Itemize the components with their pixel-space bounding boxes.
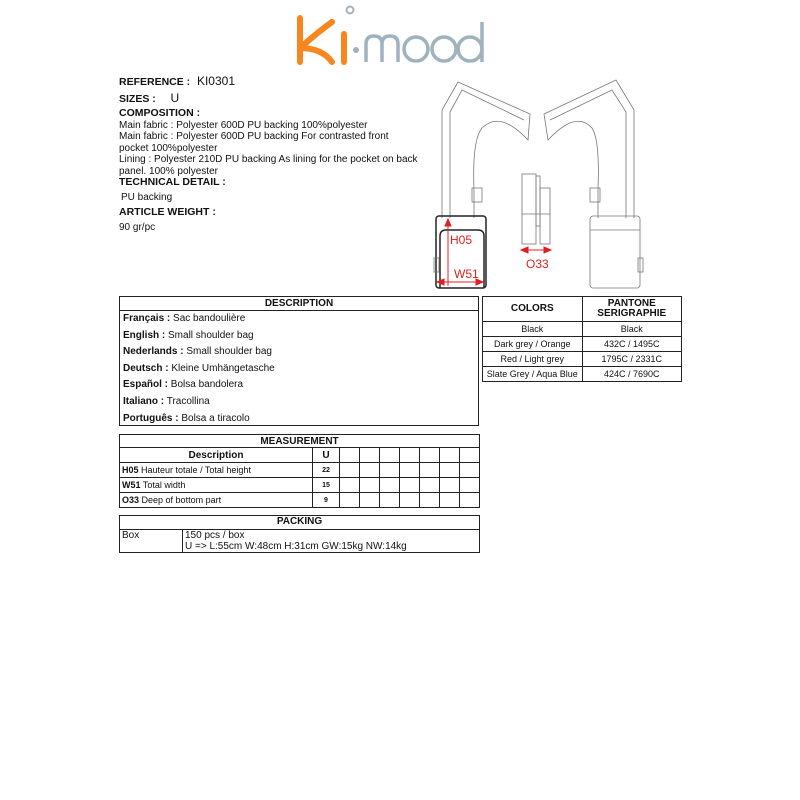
colors-header-row bbox=[483, 297, 682, 322]
description-title: DESCRIPTION bbox=[120, 297, 478, 311]
weight-label: ARTICLE WEIGHT : bbox=[119, 206, 216, 218]
packing-label: Box bbox=[120, 530, 183, 553]
measurement-title: MEASUREMENT bbox=[120, 435, 480, 448]
dim-label-h: H05 bbox=[450, 233, 473, 247]
packing-table bbox=[119, 515, 480, 553]
pantone-code: 424C / 7690C bbox=[582, 367, 682, 382]
color-row bbox=[483, 367, 682, 382]
empty-cell bbox=[440, 448, 460, 463]
empty-cell bbox=[340, 493, 360, 508]
measurement-text: Hauteur totale / Total height bbox=[141, 465, 251, 475]
colors-header: COLORS bbox=[483, 297, 583, 322]
packing-line: 150 pcs / box bbox=[185, 530, 245, 541]
language-label: Français : bbox=[123, 313, 171, 324]
language-label: English : bbox=[123, 329, 166, 341]
measurement-value: 9 bbox=[313, 493, 340, 508]
language-label: Italiano : bbox=[123, 395, 165, 407]
description-text: Tracollina bbox=[166, 395, 210, 407]
description-text: Small shoulder bag bbox=[168, 329, 254, 341]
colors-table bbox=[482, 296, 682, 382]
composition-label: COMPOSITION : bbox=[119, 107, 201, 119]
empty-cell bbox=[340, 478, 360, 493]
description-text: Bolsa a tiracolo bbox=[181, 412, 250, 424]
dim-label-o: O33 bbox=[526, 257, 549, 271]
color-name: Black bbox=[483, 322, 583, 337]
measurement-code: W51 bbox=[122, 480, 141, 490]
empty-cell bbox=[380, 478, 400, 493]
packing-details bbox=[183, 530, 480, 553]
pantone-code: 432C / 1495C bbox=[582, 337, 682, 352]
description-item bbox=[120, 377, 478, 394]
description-item bbox=[120, 311, 478, 328]
dim-label-w: W51 bbox=[454, 267, 479, 281]
measurement-row bbox=[120, 478, 480, 493]
description-item bbox=[120, 328, 478, 345]
color-row bbox=[483, 352, 682, 367]
description-item bbox=[120, 344, 478, 361]
empty-cell bbox=[380, 448, 400, 463]
measurement-text: Total width bbox=[142, 480, 186, 490]
description-item bbox=[120, 411, 478, 428]
description-text: Sac bandoulière bbox=[173, 313, 246, 324]
composition-line: Main fabric : Polyester 600D PU backing For contrasted front pocket 100%polyester bbox=[119, 131, 389, 154]
measurement-value: 15 bbox=[313, 478, 340, 493]
logo-ki bbox=[300, 18, 344, 62]
measurement-row bbox=[120, 463, 480, 478]
empty-cell bbox=[340, 448, 360, 463]
description-item bbox=[120, 394, 478, 411]
logo-middle-dot bbox=[353, 47, 359, 53]
empty-cell bbox=[400, 478, 420, 493]
description-table bbox=[119, 296, 479, 426]
empty-cell bbox=[440, 478, 460, 493]
technical-drawing bbox=[420, 70, 650, 292]
description-text: Bolsa bandolera bbox=[170, 379, 244, 391]
empty-cell bbox=[420, 463, 440, 478]
reference-value: KI0301 bbox=[196, 74, 236, 88]
description-text: Small shoulder bag bbox=[186, 346, 272, 358]
composition-line: Main fabric : Polyester 600D PU backing 100%polyester bbox=[119, 119, 368, 131]
pantone-header: PANTONE SERIGRAPHIE bbox=[582, 297, 682, 322]
empty-cell bbox=[400, 448, 420, 463]
empty-cell bbox=[460, 493, 480, 508]
logo-mood bbox=[366, 22, 482, 62]
empty-cell bbox=[420, 478, 440, 493]
measurement-text: Deep of bottom part bbox=[141, 495, 222, 505]
empty-cell bbox=[360, 463, 380, 478]
measurement-table bbox=[119, 434, 480, 508]
measurement-size-header: U bbox=[313, 448, 340, 463]
empty-cell bbox=[360, 448, 380, 463]
empty-cell bbox=[440, 463, 460, 478]
empty-cell bbox=[380, 493, 400, 508]
empty-cell bbox=[420, 493, 440, 508]
technical-value: PU backing bbox=[121, 191, 173, 203]
language-label: Español : bbox=[123, 379, 169, 391]
empty-cell bbox=[460, 448, 480, 463]
empty-cell bbox=[460, 463, 480, 478]
color-row bbox=[483, 337, 682, 352]
sizes-label: SIZES : bbox=[119, 92, 156, 105]
empty-cell bbox=[340, 463, 360, 478]
empty-cell bbox=[440, 493, 460, 508]
composition-line: Lining : Polyester 210D PU backing As lining for the pocket on back panel. 100% polyester bbox=[119, 154, 418, 177]
language-label: Nederlands : bbox=[123, 346, 184, 358]
reference-row bbox=[119, 76, 419, 89]
empty-cell bbox=[400, 463, 420, 478]
description-item bbox=[120, 361, 478, 378]
packing-title: PACKING bbox=[120, 516, 480, 530]
weight-value: 90 gr/pc bbox=[119, 221, 156, 233]
packing-line: U => L:55cm W:48cm H:31cm GW:15kg NW:14kg bbox=[185, 541, 407, 552]
language-label: Português : bbox=[123, 412, 179, 424]
measurement-code: O33 bbox=[122, 495, 140, 505]
measurement-desc bbox=[120, 463, 313, 478]
measurement-value: 22 bbox=[313, 463, 340, 478]
description-text: Kleine Umhängetasche bbox=[171, 362, 275, 374]
measurement-code: H05 bbox=[122, 465, 139, 475]
color-name: Red / Light grey bbox=[483, 352, 583, 367]
product-info bbox=[119, 76, 419, 233]
empty-cell bbox=[420, 448, 440, 463]
empty-cell bbox=[360, 493, 380, 508]
technical-label: TECHNICAL DETAIL : bbox=[119, 176, 226, 188]
sizes-value: U bbox=[170, 90, 180, 105]
measurement-row bbox=[120, 493, 480, 508]
color-row bbox=[483, 322, 682, 337]
kimood-logo bbox=[292, 4, 492, 68]
color-name: Slate Grey / Aqua Blue bbox=[483, 367, 583, 382]
sizes-row bbox=[119, 90, 419, 106]
logo-dot-ring bbox=[347, 7, 354, 14]
empty-cell bbox=[400, 493, 420, 508]
measurement-desc bbox=[120, 493, 313, 508]
language-label: Deutsch : bbox=[123, 362, 169, 374]
color-name: Dark grey / Orange bbox=[483, 337, 583, 352]
measurement-desc bbox=[120, 478, 313, 493]
reference-label: REFERENCE : bbox=[119, 76, 191, 88]
pantone-code: 1795C / 2331C bbox=[582, 352, 682, 367]
side-view bbox=[522, 174, 550, 244]
empty-cell bbox=[460, 478, 480, 493]
empty-cell bbox=[360, 478, 380, 493]
pantone-code: Black bbox=[582, 322, 682, 337]
measurement-desc-header: Description bbox=[120, 448, 313, 463]
empty-cell bbox=[380, 463, 400, 478]
back-view bbox=[544, 80, 643, 288]
